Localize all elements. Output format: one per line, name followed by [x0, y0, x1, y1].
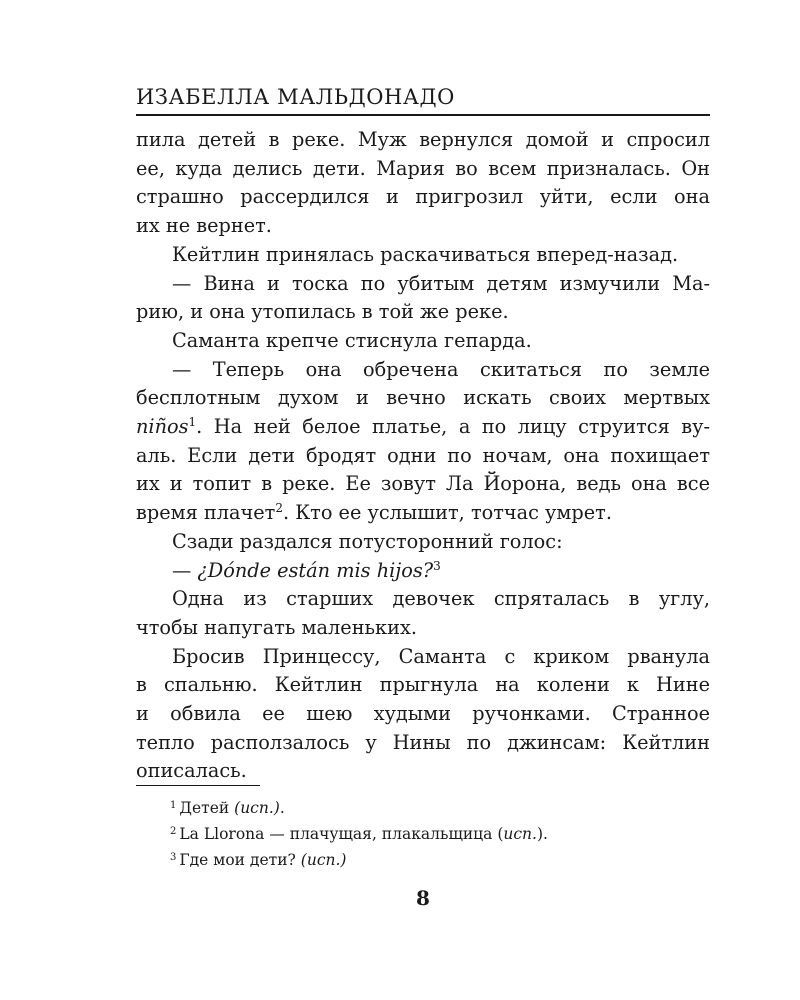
text-line: рию, и она утопилась в той же реке. — [136, 300, 509, 324]
text-line: страшно рассердился и пригрозил уйти, если она — [136, 185, 710, 209]
body-text — [136, 126, 710, 786]
page-number: 8 — [416, 886, 430, 910]
text-line: и обвила ее шею худыми ручонками. Странное — [136, 702, 710, 726]
text-line: чтобы напугать маленьких. — [136, 615, 417, 639]
italic-word: niños — [136, 415, 189, 439]
text-line — [136, 413, 710, 442]
text-line: аль. Если дети бродят одни по ночам, она похищает — [136, 443, 710, 467]
text-line: в спальню. Кейтлин прыгнула на колени к Нине — [136, 673, 710, 697]
footnote — [170, 795, 710, 821]
dash: — — [172, 558, 198, 582]
text-line: описалась. — [136, 759, 247, 783]
footnote-ref: 3 — [433, 558, 441, 573]
footnote-ref: 2 — [275, 501, 283, 516]
footnote-rule — [136, 785, 260, 786]
footnote-text: Детей — [179, 799, 235, 817]
text-span: . Кто ее услышит, тотчас умрет. — [282, 501, 612, 525]
footnote-text: Где мои дети? — [179, 851, 301, 869]
text-line: пила детей в реке. Муж вернулся домой и спросил — [136, 128, 710, 151]
paragraph — [136, 557, 710, 586]
footnote-italic: (исп.) — [234, 799, 280, 817]
text-line: Бросив Принцессу, Саманта с криком рванула — [172, 644, 710, 668]
footnote-ref: 1 — [188, 415, 197, 430]
text-line: их не вернет. — [136, 214, 272, 238]
footnote-italic: исп. — [503, 825, 537, 843]
text-line: — Вина и тоска по убитым детям измучили Ма- — [172, 271, 710, 295]
text-span: . На ней белое платье, а по лицу струится ву- — [196, 415, 710, 439]
text-line: тепло расползалось у Нины по джинсам: Кейтлин — [136, 730, 710, 754]
text-span: время плачет — [136, 501, 276, 525]
footnote — [170, 821, 710, 847]
text-line: их и топит в реке. Ее зовут Ла Йорона, ведь она все — [136, 472, 710, 496]
text-line: — Теперь она обречена скитаться по земле — [172, 357, 710, 381]
footnote — [170, 847, 710, 873]
footnote-tail: ). — [536, 825, 548, 843]
paragraph: Сзади раздался потусторонний голос: — [172, 529, 563, 553]
running-header: ИЗАБЕЛЛА МАЛЬДОНАДО — [136, 85, 455, 109]
footnote-text: La Llorona — плачущая, плакальщица ( — [179, 825, 504, 843]
paragraph: Саманта крепче стиснула гепарда. — [172, 328, 532, 352]
footnote-number: 2 — [170, 826, 177, 837]
italic-quote: ¿Dónde están mis hijos? — [197, 558, 434, 582]
header-rule — [136, 114, 710, 116]
footnote-number: 1 — [170, 800, 177, 811]
footnote-italic: (исп.) — [300, 851, 347, 869]
text-line: ее, куда делись дети. Мария во всем призналась. Он — [136, 156, 710, 180]
footnotes — [170, 795, 710, 873]
text-line: Одна из старших девочек спряталась в углу, — [172, 587, 710, 611]
paragraph: Кейтлин принялась раскачиваться вперед-назад. — [172, 242, 679, 266]
footnote-tail: . — [279, 799, 285, 817]
text-line: бесплотным духом и вечно искать своих мертвых — [136, 386, 710, 410]
text-line — [136, 499, 710, 528]
footnote-number: 3 — [170, 852, 177, 863]
